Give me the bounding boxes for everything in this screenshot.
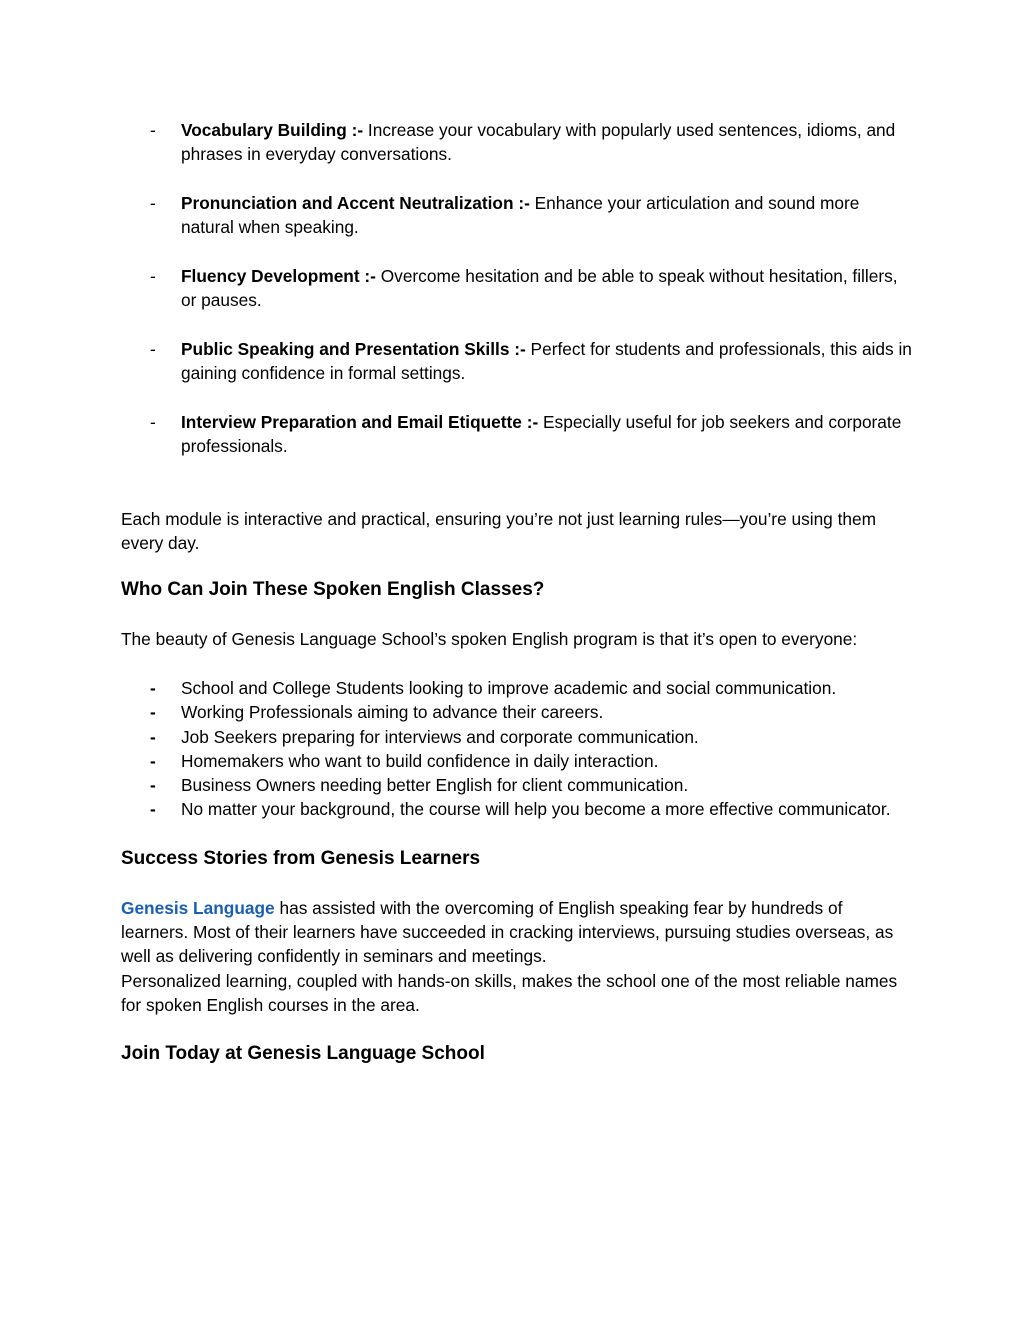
module-item-pronunciation [121, 191, 914, 240]
who-intro: The beauty of Genesis Language School’s spoken English program is that it’s open to everyone: [121, 629, 858, 650]
list-dash: - [150, 750, 156, 771]
list-dash: - [150, 265, 156, 286]
list-item [121, 797, 914, 821]
list-item [121, 725, 914, 749]
modules-summary: Each module is interactive and practical, ensuring you’re not just learning rules—you’re using them every day. [121, 508, 877, 554]
genesis-language-link[interactable]: Genesis Language [121, 897, 275, 918]
spacer [121, 872, 914, 896]
list-item-text: Homemakers who want to build confidence in daily interaction. [181, 750, 659, 771]
module-item-interview [121, 410, 914, 459]
module-item-vocabulary [121, 118, 914, 167]
list-dash: - [150, 702, 156, 723]
module-text: Increase your vocabulary with popularly used sentences, idioms, and phrases in everyday conversations. [181, 120, 896, 165]
list-dash: - [150, 726, 156, 747]
spacer [121, 603, 914, 627]
list-dash: - [150, 775, 156, 796]
list-item-text: No matter your background, the course will help you become a more effective communicator. [181, 799, 891, 820]
module-item-fluency [121, 264, 914, 313]
list-item-text: Job Seekers preparing for interviews and corporate communication. [181, 726, 699, 747]
list-dash: - [150, 677, 156, 698]
module-text: Overcome hesitation and be able to speak without hesitation, fillers, or pauses. [181, 265, 898, 311]
audience-list [121, 676, 914, 822]
join-heading: Join Today at Genesis Language School [121, 1043, 485, 1065]
module-text: Especially useful for job seekers and corporate professionals. [181, 411, 902, 456]
who-heading: Who Can Join These Spoken English Classes? [121, 579, 545, 601]
list-item [121, 773, 914, 797]
module-title: Interview Preparation and Email Etiquette :- [181, 411, 539, 432]
list-dash: - [150, 120, 156, 140]
module-text: Enhance your articulation and sound more natural when speaking. [181, 192, 860, 238]
module-item-public-speaking [121, 337, 914, 386]
list-item-text: Business Owners needing better English for client communication. [181, 775, 689, 796]
module-title: Public Speaking and Presentation Skills :- [181, 338, 526, 359]
spacer [121, 822, 914, 846]
spacer [121, 555, 914, 577]
module-title: Pronunciation and Accent Neutralization :- [181, 192, 530, 213]
success-text: has assisted with the overcoming of English speaking fear by hundreds of learners. Most of their learners have succeeded in cracking interviews, pursuing studies overseas, as well as delivering confidently in seminars and meetings. [121, 897, 894, 967]
list-item-text: School and College Students looking to improve academic and social communication. [181, 677, 837, 698]
list-item [121, 676, 914, 700]
module-title: Fluency Development :- [181, 265, 376, 286]
success-paragraph [121, 896, 914, 969]
list-item [121, 700, 914, 724]
spacer [121, 482, 914, 506]
success-paragraph-2: Personalized learning, coupled with hands-on skills, makes the school one of the most reliable names for spoken English courses in the area. [121, 970, 898, 1015]
list-item-text: Working Professionals aiming to advance their careers. [181, 702, 604, 723]
module-text: Perfect for students and professionals, this aids in gaining confidence in formal settings. [181, 338, 912, 383]
spacer [121, 1017, 914, 1041]
success-heading: Success Stories from Genesis Learners [121, 847, 481, 869]
list-dash: - [150, 192, 156, 213]
list-dash: - [150, 338, 156, 359]
list-item [121, 749, 914, 773]
list-dash: - [150, 411, 156, 432]
spacer [121, 652, 914, 676]
module-title: Vocabulary Building :- [181, 120, 364, 140]
modules-list [121, 118, 914, 458]
list-dash: - [150, 799, 156, 820]
